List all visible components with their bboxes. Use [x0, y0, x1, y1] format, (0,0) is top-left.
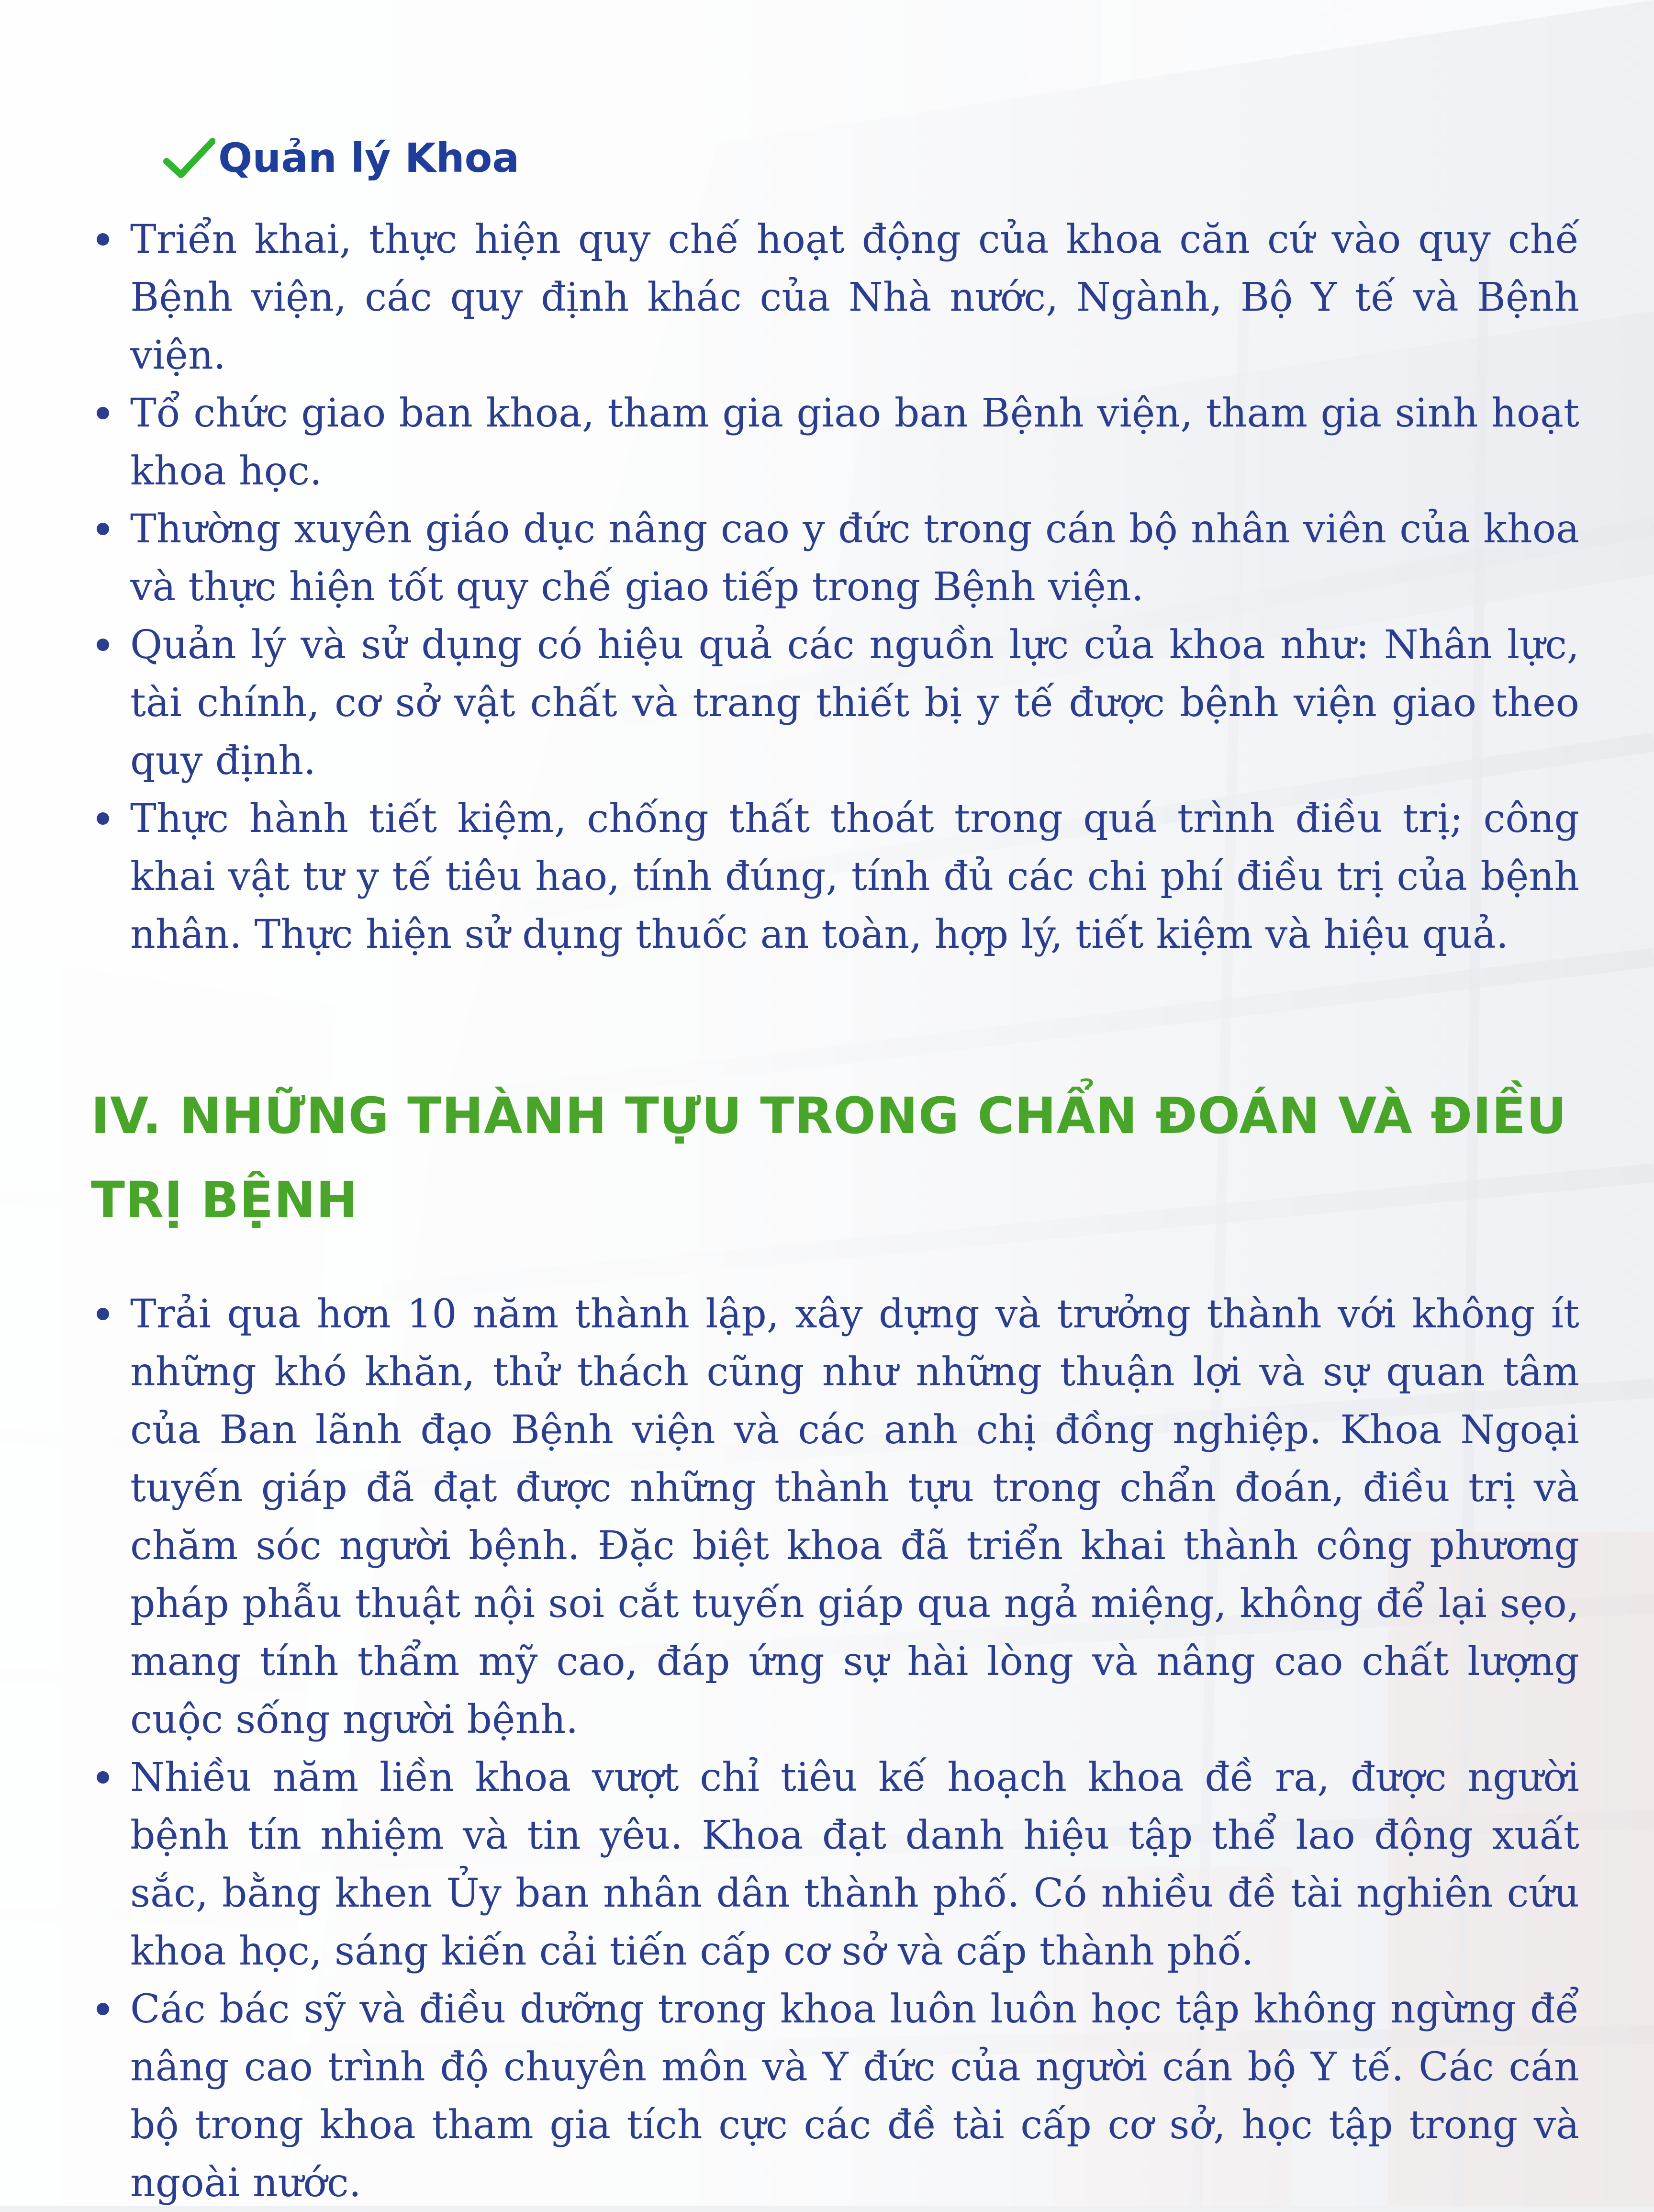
list-item: Tổ chức giao ban khoa, tham gia giao ban Bệnh viện, tham gia sinh hoạt khoa học. — [91, 384, 1579, 500]
section-title: IV. NHỮNG THÀNH TỰU TRONG CHẨN ĐOÁN VÀ ĐIỀU TRỊ BỆNH — [91, 1087, 1567, 1229]
management-heading — [163, 124, 1579, 191]
list-item: Nhiều năm liền khoa vượt chỉ tiêu kế hoạch khoa đề ra, được người bệnh tín nhiệm và tin yêu. Khoa đạt danh hiệu tập thể lao động xuất sắc, bằng khen Ủy ban nhân dân thành phố. Có nhiều đề tài nghiên cứu khoa học, sáng kiến cải tiến cấp cơ sở và cấp thành phố. — [91, 1749, 1579, 1980]
list-item: Thường xuyên giáo dục nâng cao y đức trong cán bộ nhân viên của khoa và thực hiện tốt quy chế giao tiếp trong Bệnh viện. — [91, 500, 1579, 616]
list-item: Triển khai, thực hiện quy chế hoạt động của khoa căn cứ vào quy chế Bệnh viện, các quy định khác của Nhà nước, Ngành, Bộ Y tế và Bệnh viện. — [91, 211, 1579, 384]
list-item: Trải qua hơn 10 năm thành lập, xây dựng và trưởng thành với không ít những khó khăn, thử thách cũng như những thuận lợi và sự quan tâm của Ban lãnh đạo Bệnh viện và các anh chị đồng nghiệp. Khoa Ngoại tuyến giáp đã đạt được những thành tựu trong chẩn đoán, điều trị và chăm sóc người bệnh. Đặc biệt khoa đã triển khai thành công phương pháp phẫu thuật nội soi cắt tuyến giáp qua ngả miệng, không để lại sẹo, mang tính thẩm mỹ cao, đáp ứng sự hài lòng và nâng cao chất lượng cuộc sống người bệnh. — [91, 1285, 1579, 1749]
management-heading-label: Quản lý Khoa — [218, 135, 520, 181]
check-icon — [163, 136, 215, 180]
list-item: Thực hành tiết kiệm, chống thất thoát trong quá trình điều trị; công khai vật tư y tế tiêu hao, tính đúng, tính đủ các chi phí điều trị của bệnh nhân. Thực hiện sử dụng thuốc an toàn, hợp lý, tiết kiệm và hiệu quả. — [91, 790, 1579, 964]
list-item: Các bác sỹ và điều dưỡng trong khoa luôn luôn học tập không ngừng để nâng cao trình độ chuyên môn và Y đức của người cán bộ Y tế. Các cán bộ trong khoa tham gia tích cực các đề tài cấp cơ sở, học tập trong và ngoài nước. — [91, 1980, 1579, 2212]
list-item: Quản lý và sử dụng có hiệu quả các nguồn lực của khoa như: Nhân lực, tài chính, cơ sở vật chất và trang thiết bị y tế được bệnh viện giao theo quy định. — [91, 616, 1579, 790]
page-content — [91, 124, 1579, 2212]
achievements-list — [91, 1285, 1579, 2212]
management-list — [91, 211, 1579, 964]
